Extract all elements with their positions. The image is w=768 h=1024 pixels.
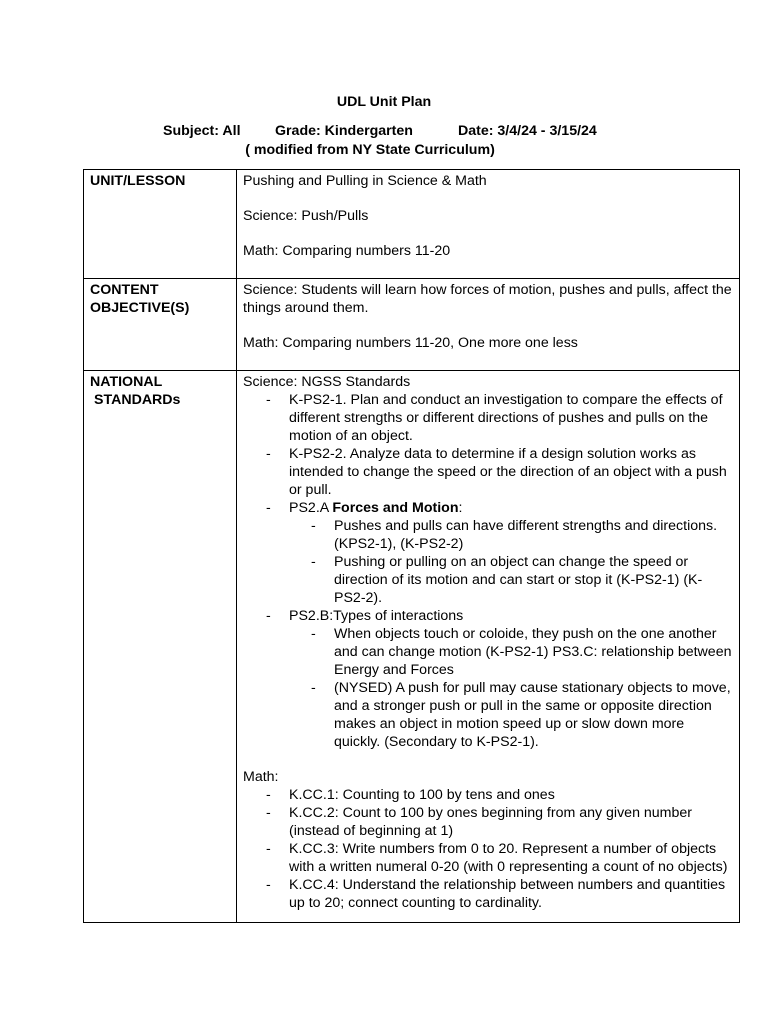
label-cell-objectives (84, 279, 237, 371)
math-standards-heading: Math: (243, 769, 279, 785)
list-item: - K-PS2-2. Analyze data to determine if a design solution works as intended to change the speed or the direction of an object with a push or pull. (289, 445, 733, 499)
science-standards-heading: Science: NGSS Standards (243, 374, 411, 390)
subject-field: Subject: All (163, 123, 241, 139)
ps2a-suffix: : (458, 500, 463, 516)
list-item: - K.CC.3: Write numbers from 0 to 20. Represent a number of objects with a written numeral 0-20 (with 0 representing a count of no objects) (289, 840, 733, 876)
list-item: - (NYSED) A push for pull may cause stationary objects to move, and a stronger push or pull in the same or opposite direction makes an object in motion speed up or slow down more quickly. (Secondary to K-PS2-1). (334, 679, 733, 751)
list-item: - Pushes and pulls can have different strengths and directions. (KPS2-1), (K-PS2-2) (334, 517, 733, 553)
unit-line-1: Pushing and Pulling in Science & Math (243, 173, 487, 189)
unit-line-3: Math: Comparing numbers 11-20 (243, 243, 451, 259)
standards-label-2: STANDARDs (94, 392, 181, 408)
list-item: - K.CC.2: Count to 100 by ones beginning from any given number (instead of beginning at 1) (289, 804, 733, 840)
ps2a-sublist (289, 517, 733, 607)
list-item (289, 607, 733, 751)
ps2a-bold-title: Forces and Motion (332, 500, 459, 516)
list-item: - K-PS2-1. Plan and conduct an investigation to compare the effects of different strengths or different directions of pushes and pulls on the motion of an object. (289, 391, 733, 445)
document-title: UDL Unit Plan (336, 94, 432, 110)
grade-field: Grade: Kindergarten (275, 123, 413, 139)
content-cell-objectives (237, 279, 740, 371)
list-item (289, 499, 733, 607)
label-cell-unit (84, 170, 237, 279)
label-cell-standards (84, 371, 237, 923)
ps2a-prefix: PS2.A (289, 500, 333, 516)
list-item: - Pushing or pulling on an object can change the speed or direction of its motion and can start or stop it (K-PS2-1) (K-PS2-2). (334, 553, 733, 607)
list-item: - K.CC.4: Understand the relationship between numbers and quantities up to 20; connect counting to cardinality. (289, 876, 733, 912)
date-field: Date: 3/4/24 - 3/15/24 (458, 123, 597, 139)
list-item: - K.CC.1: Counting to 100 by tens and ones (289, 786, 733, 804)
objective-math: Math: Comparing numbers 11-20, One more one less (243, 335, 578, 351)
list-item: - When objects touch or coloide, they push on the one another and can change motion (K-PS2-1) PS3.C: relationship between Energy and Forces (334, 625, 733, 679)
objectives-label-2: OBJECTIVE(S) (90, 300, 190, 316)
table-row-unit (84, 170, 740, 279)
unit-line-2: Science: Push/Pulls (243, 208, 369, 224)
standards-label-1: NATIONAL (90, 374, 163, 390)
ps2b-title: PS2.B:Types of interactions (289, 608, 464, 624)
content-cell-unit (237, 170, 740, 279)
science-standards-list (243, 391, 733, 751)
content-cell-standards (237, 371, 740, 923)
math-standards-list (243, 786, 733, 912)
objective-science: Science: Students will learn how forces of motion, pushes and pulls, affect the things around them. (243, 282, 732, 316)
ps2b-sublist (289, 625, 733, 751)
objectives-label-1: CONTENT (90, 282, 159, 298)
unit-plan-table (83, 169, 740, 923)
document-subtitle: ( modified from NY State Curriculum) (245, 142, 495, 158)
table-row-standards (84, 371, 740, 923)
unit-label: UNIT/LESSON (90, 173, 186, 189)
table-row-objectives (84, 279, 740, 371)
